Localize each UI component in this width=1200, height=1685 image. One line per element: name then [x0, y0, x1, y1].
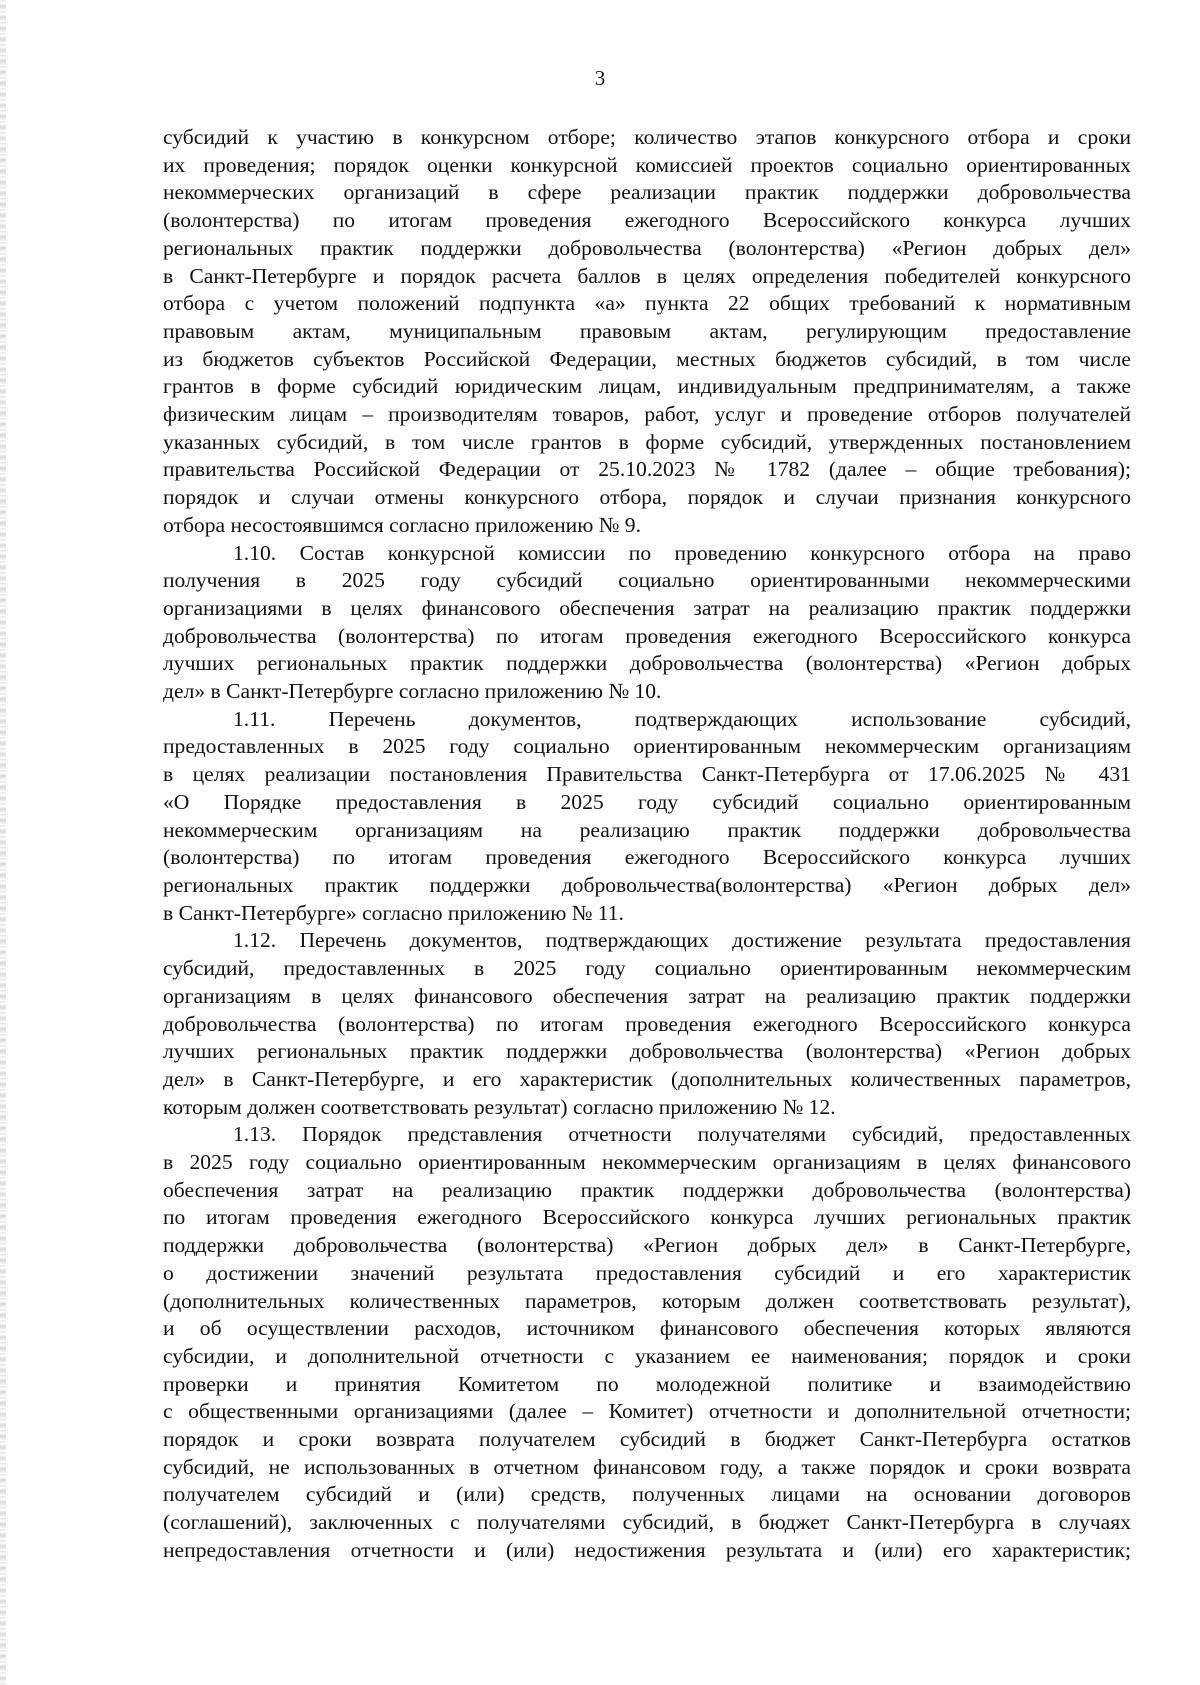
text-line: которым должен соответствовать результат) согласно приложению № 12.	[163, 1094, 836, 1119]
text-line: получения в 2025 году субсидий социально ориентированными некоммерческими	[163, 568, 1131, 593]
text-line: субсидий к участию в конкурсном отборе; количество этапов конкурсного отбора и сроки	[163, 125, 1131, 149]
scan-edge-artifact	[0, 0, 6, 1685]
text-line: в Санкт-Петербурге» согласно приложению № 11.	[163, 900, 624, 925]
text-line: субсидии, и дополнительной отчетности с указанием ее наименования; порядок и сроки	[163, 1343, 1131, 1368]
text-line: с общественными организациями (далее – Комитет) отчетности и дополнительной отчетности;	[163, 1399, 1131, 1424]
text-line: дел» в Санкт-Петербурге, и его характеристик (дополнительных количественных параметров,	[163, 1066, 1131, 1091]
text-line: организациями в целях финансового обеспечения затрат на реализацию практик поддержки	[163, 595, 1131, 620]
text-line: в Санкт-Петербурге и порядок расчета баллов в целях определения победителей конкурсного	[163, 263, 1131, 288]
text-line: дел» в Санкт-Петербурге согласно приложению № 10.	[163, 679, 662, 704]
text-line: лучших региональных практик поддержки добровольчества (волонтерства) «Регион добрых	[163, 651, 1131, 676]
text-line: добровольчества (волонтерства) по итогам проведения ежегодного Всероссийского конкурса	[163, 623, 1131, 648]
text-line: указанных субсидий, в том числе грантов в форме субсидий, утвержденных постановлением	[163, 429, 1131, 454]
text-line: 1.13. Порядок представления отчетности получателями субсидий, предоставленных	[233, 1122, 1131, 1147]
text-line: некоммерческим организациям на реализацию практик поддержки добровольчества	[163, 817, 1131, 842]
text-line: порядок и сроки возврата получателем субсидий в бюджет Санкт-Петербурга остатков	[163, 1427, 1131, 1452]
text-line: региональных практик поддержки добровольчества (волонтерства) «Регион добрых дел»	[163, 235, 1131, 260]
text-line: проверки и принятия Комитетом по молодежной политике и взаимодействию	[163, 1371, 1131, 1396]
text-line: грантов в форме субсидий юридическим лицам, индивидуальным предпринимателям, а также	[163, 374, 1131, 399]
text-line: «О Порядке предоставления в 2025 году субсидий социально ориентированным	[163, 789, 1131, 814]
text-line: из бюджетов субъектов Российской Федерации, местных бюджетов субсидий, в том числе	[163, 346, 1131, 371]
text-line: физическим лицам – производителям товаров, работ, услуг и проведение отборов получателей	[163, 402, 1131, 427]
text-line: (соглашений), заключенных с получателями субсидий, в бюджет Санкт-Петербурга в случаях	[163, 1510, 1131, 1535]
text-line: предоставленных в 2025 году социально ориентированным некоммерческим организациям	[163, 734, 1131, 759]
text-line: 1.11. Перечень документов, подтверждающих использование субсидий,	[233, 706, 1131, 731]
text-line: 1.10. Состав конкурсной комиссии по проведению конкурсного отбора на право	[233, 540, 1131, 565]
text-line: некоммерческих организаций в сфере реализации практик поддержки добровольчества	[163, 180, 1131, 205]
text-line: их проведения; порядок оценки конкурсной комиссией проектов социально ориентированных	[163, 152, 1131, 177]
text-line: и об осуществлении расходов, источником финансового обеспечения которых являются	[163, 1316, 1131, 1341]
text-line: добровольчества (волонтерства) по итогам проведения ежегодного Всероссийского конкурса	[163, 1011, 1131, 1036]
text-line: порядок и случаи отмены конкурсного отбора, порядок и случаи признания конкурсного	[163, 485, 1131, 510]
text-line: отбора с учетом положений подпункта «а» пункта 22 общих требований к нормативным	[163, 291, 1131, 316]
text-line: правовым актам, муниципальным правовым актам, регулирующим предоставление	[163, 318, 1131, 343]
document-body	[163, 124, 1131, 1565]
text-line: получателем субсидий и (или) средств, полученных лицами на основании договоров	[163, 1482, 1131, 1507]
text-line: региональных практик поддержки добровольчества(волонтерства) «Регион добрых дел»	[163, 872, 1131, 897]
text-line: о достижении значений результата предоставления субсидий и его характеристик	[163, 1260, 1131, 1285]
text-line: (дополнительных количественных параметров, которым должен соответствовать результат),	[163, 1288, 1131, 1313]
text-line: поддержки добровольчества (волонтерства) «Регион добрых дел» в Санкт-Петербурге,	[163, 1233, 1131, 1258]
text-line: 1.12. Перечень документов, подтверждающих достижение результата предоставления	[233, 928, 1131, 953]
text-line: организациям в целях финансового обеспечения затрат на реализацию практик поддержки	[163, 983, 1131, 1008]
text-line: субсидий, предоставленных в 2025 году социально ориентированным некоммерческим	[163, 956, 1131, 981]
text-line: в 2025 году социально ориентированным некоммерческим организациям в целях финансового	[163, 1150, 1131, 1175]
page-number: 3	[594, 66, 606, 90]
text-line: по итогам проведения ежегодного Всероссийского конкурса лучших региональных практик	[163, 1205, 1131, 1230]
text-line: отбора несостоявшимся согласно приложению № 9.	[163, 512, 641, 537]
text-line: лучших региональных практик поддержки добровольчества (волонтерства) «Регион добрых	[163, 1039, 1131, 1064]
text-line: непредоставления отчетности и (или) недостижения результата и (или) его характеристик;	[163, 1537, 1131, 1562]
text-line: обеспечения затрат на реализацию практик поддержки добровольчества (волонтерства)	[163, 1177, 1131, 1202]
text-line: (волонтерства) по итогам проведения ежегодного Всероссийского конкурса лучших	[163, 845, 1131, 870]
text-line: (волонтерства) по итогам проведения ежегодного Всероссийского конкурса лучших	[163, 208, 1131, 233]
text-line: в целях реализации постановления Правительства Санкт-Петербурга от 17.06.2025 № 431	[163, 762, 1131, 787]
text-line: субсидий, не использованных в отчетном финансовом году, а также порядок и сроки возврата	[163, 1454, 1131, 1479]
text-line: правительства Российской Федерации от 25.10.2023 № 1782 (далее – общие требования);	[163, 457, 1131, 482]
